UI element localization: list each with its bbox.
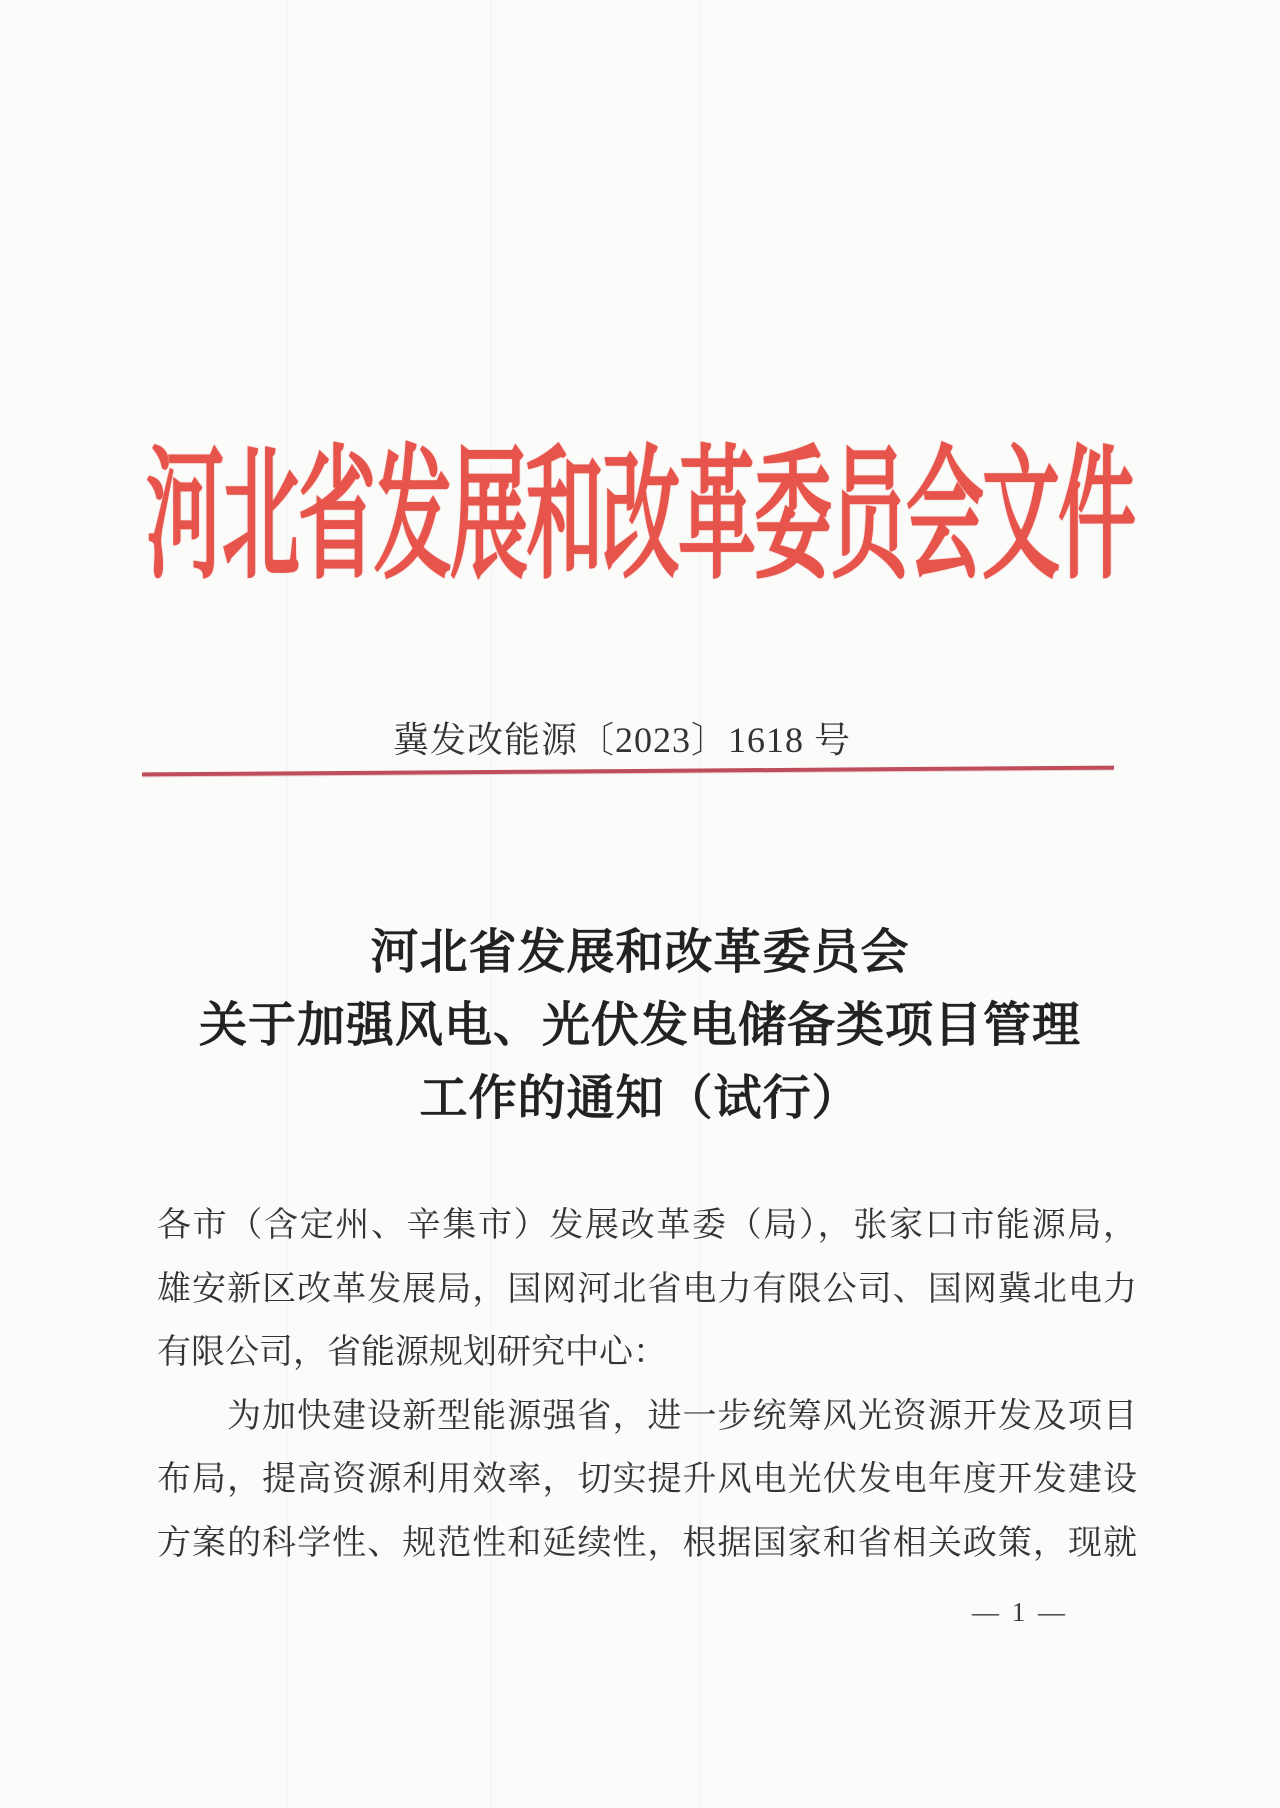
body-line: 方案的科学性、规范性和延续性，根据国家和省相关政策，现就 <box>157 1524 1137 1562</box>
notice-title <box>0 916 1280 1135</box>
notice-title-line: 河北省发展和改革委员会 <box>370 926 910 979</box>
body-line: 雄安新区改革发展局，国网河北省电力有限公司、国网冀北电力 <box>157 1270 1137 1308</box>
body-line: 有限公司，省能源规划研究中心： <box>157 1334 667 1371</box>
red-letterhead <box>0 433 1280 597</box>
body-line: 各市（含定州、辛集市）发展改革委（局），张家口市能源局， <box>157 1207 1137 1244</box>
page-number: — 1 — <box>972 1597 1068 1627</box>
notice-body <box>157 1194 1137 1575</box>
body-line: 为加快建设新型能源强省，进一步统筹风光资源开发及项目 <box>227 1397 1137 1435</box>
letterhead-title: 河北省发展和改革委员会文件 <box>145 433 1134 597</box>
notice-title-line: 工作的通知（试行） <box>419 1072 861 1125</box>
notice-title-line: 关于加强风电、光伏发电储备类项目管理 <box>198 999 1081 1052</box>
document-number: 冀发改能源〔2023〕1618 号 <box>392 720 851 760</box>
body-line: 布局，提高资源利用效率，切实提升风电光伏发电年度开发建设 <box>157 1461 1137 1498</box>
